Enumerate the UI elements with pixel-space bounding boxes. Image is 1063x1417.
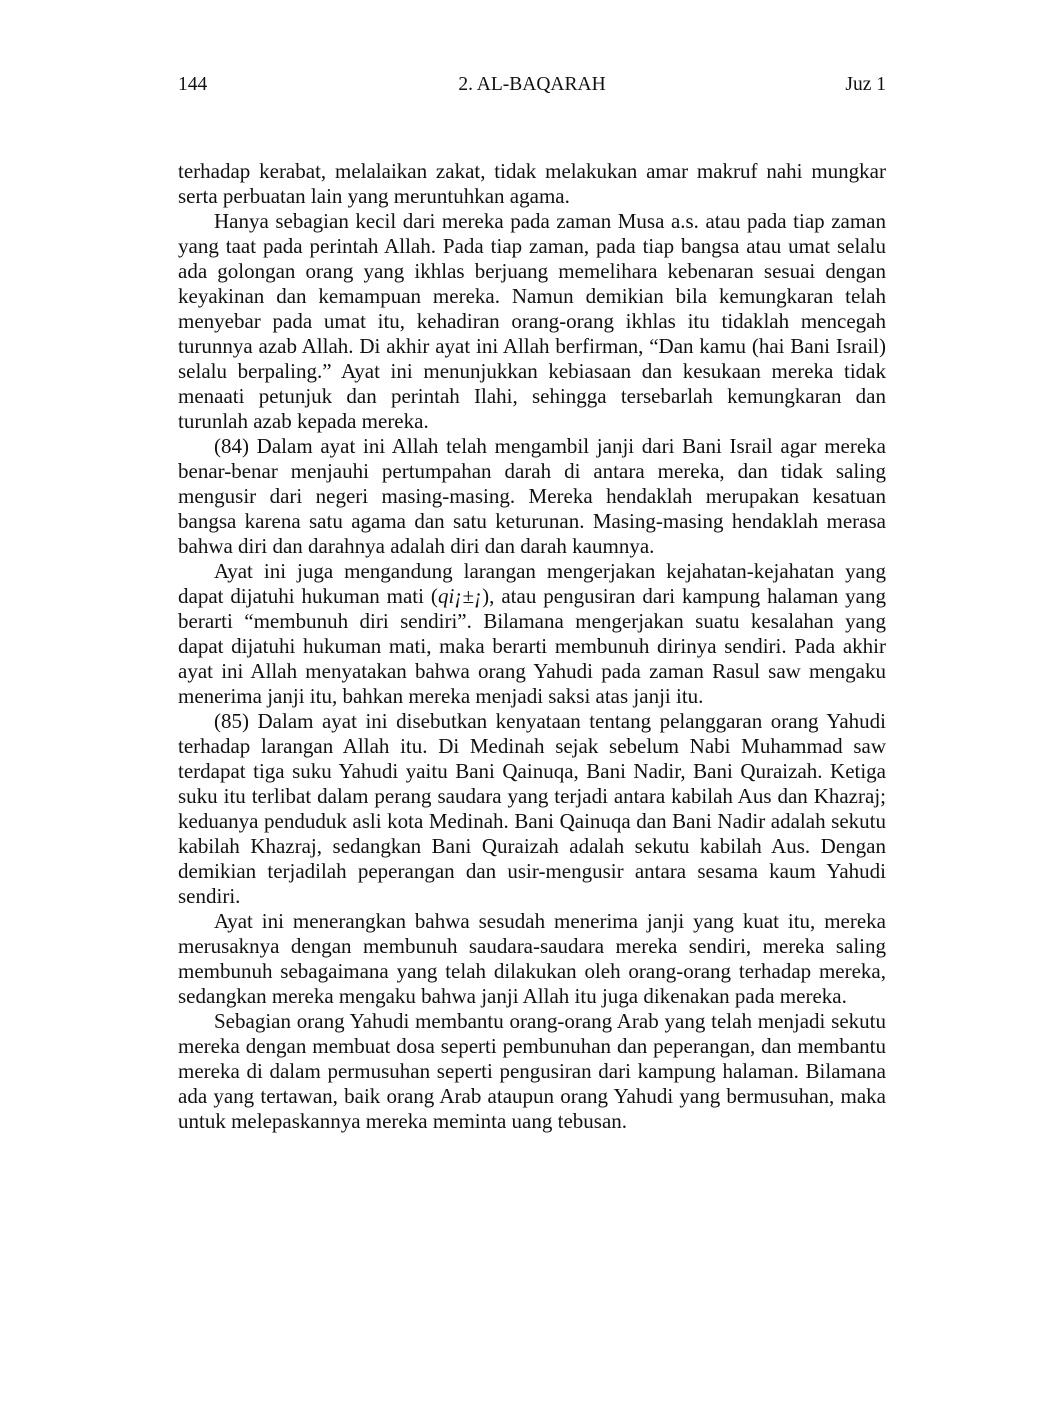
paragraph: Ayat ini menerangkan bahwa sesudah menerima janji yang kuat itu, mereka merusaknya dengan membunuh saudara-saudara mereka sendiri, mereka saling membunuh sebagaimana yang telah dilakukan oleh orang-orang terhadap mereka, sedangkan mereka mengaku bahwa janji Allah itu juga dikenakan pada mereka. <box>178 909 886 1008</box>
paragraph: Hanya sebagian kecil dari mereka pada zaman Musa a.s. atau pada tiap zaman yang taat pada perintah Allah. Pada tiap zaman, pada tiap bangsa atau umat selalu ada golongan orang yang ikhlas berjuang memelihara kebenaran sesuai dengan keyakinan dan kemampuan mereka. Namun demikian bila kemungkaran telah menyebar pada umat itu, kehadiran orang-orang ikhlas itu tidaklah mencegah turunnya azab Allah. Di akhir ayat ini Allah berfirman, “Dan kamu (hai Bani Israil) selalu berpaling.” Ayat ini menunjukkan kebiasaan dan kesukaan mereka tidak menaati petunjuk dan perintah Ilahi, sehingga tersebarlah kemungkaran dan turunlah azab kepada mereka. <box>178 209 886 433</box>
juz-label: Juz 1 <box>845 74 886 95</box>
paragraph-verse-84: (84) Dalam ayat ini Allah telah mengambil janji dari Bani Israil agar mereka benar-benar menjauhi pertumpahan darah di antara mereka, dan tidak saling mengusir dari negeri masing-masing. Mereka hendaklah merupakan kesatuan bangsa karena satu agama dan satu keturunan. Masing-masing hendaklah merasa bahwa diri dan darahnya adalah diri dan darah kaumnya. <box>178 434 886 558</box>
transliteration: qi¡±¡ <box>437 584 483 608</box>
running-header <box>178 72 886 98</box>
paragraph-verse-85: (85) Dalam ayat ini disebutkan kenyataan tentang pelanggaran orang Yahudi terhadap larangan Allah itu. Di Medinah sejak sebelum Nabi Muhammad saw terdapat tiga suku Yahudi yaitu Bani Qainuqa, Bani Nadir, Bani Quraizah. Ketiga suku itu terlibat dalam perang saudara yang terjadi antara kabilah Aus dan Khazraj; keduanya penduduk asli kota Medinah. Bani Qainuqa dan Bani Nadir adalah sekutu kabilah Khazraj, sedangkan Bani Quraizah adalah sekutu kabilah Aus. Dengan demikian terjadilah peperangan dan usir-mengusir antara sesama kaum Yahudi sendiri. <box>178 709 886 908</box>
commentary-body <box>178 159 886 1134</box>
surah-title: 2. AL-BAQARAH <box>458 74 606 95</box>
paragraph-text-after: ), atau pengusiran dari kampung halaman yang berarti “membunuh diri sendiri”. Bilamana mengerjakan suatu kesalahan yang dapat dijatuhi hukuman mati, maka berarti membunuh dirinya sendiri. Pada akhir ayat ini Allah menyatakan bahwa orang Yahudi pada zaman Rasul saw mengaku menerima janji itu, bahkan mereka menjadi saksi atas janji itu. <box>178 584 887 708</box>
paragraph-continuation: terhadap kerabat, melalaikan zakat, tidak melakukan amar makruf nahi mungkar serta perbuatan lain yang meruntuhkan agama. <box>178 159 886 208</box>
paragraph: Sebagian orang Yahudi membantu orang-orang Arab yang telah menjadi sekutu mereka dengan membuat dosa seperti pembunuhan dan peperangan, dan membantu mereka di dalam permusuhan seperti pengusiran dari kampung halaman. Bilamana ada yang tertawan, baik orang Arab ataupun orang Yahudi yang bermusuhan, maka untuk melepaskannya mereka meminta uang tebusan. <box>178 1009 886 1133</box>
page-number: 144 <box>178 74 208 95</box>
paragraph-qisas <box>178 559 886 709</box>
paragraph-text-before: Ayat ini juga mengandung larangan mengerjakan kejahatan-kejahatan yang dapat dijatuhi hukuman mati ( <box>178 559 886 608</box>
